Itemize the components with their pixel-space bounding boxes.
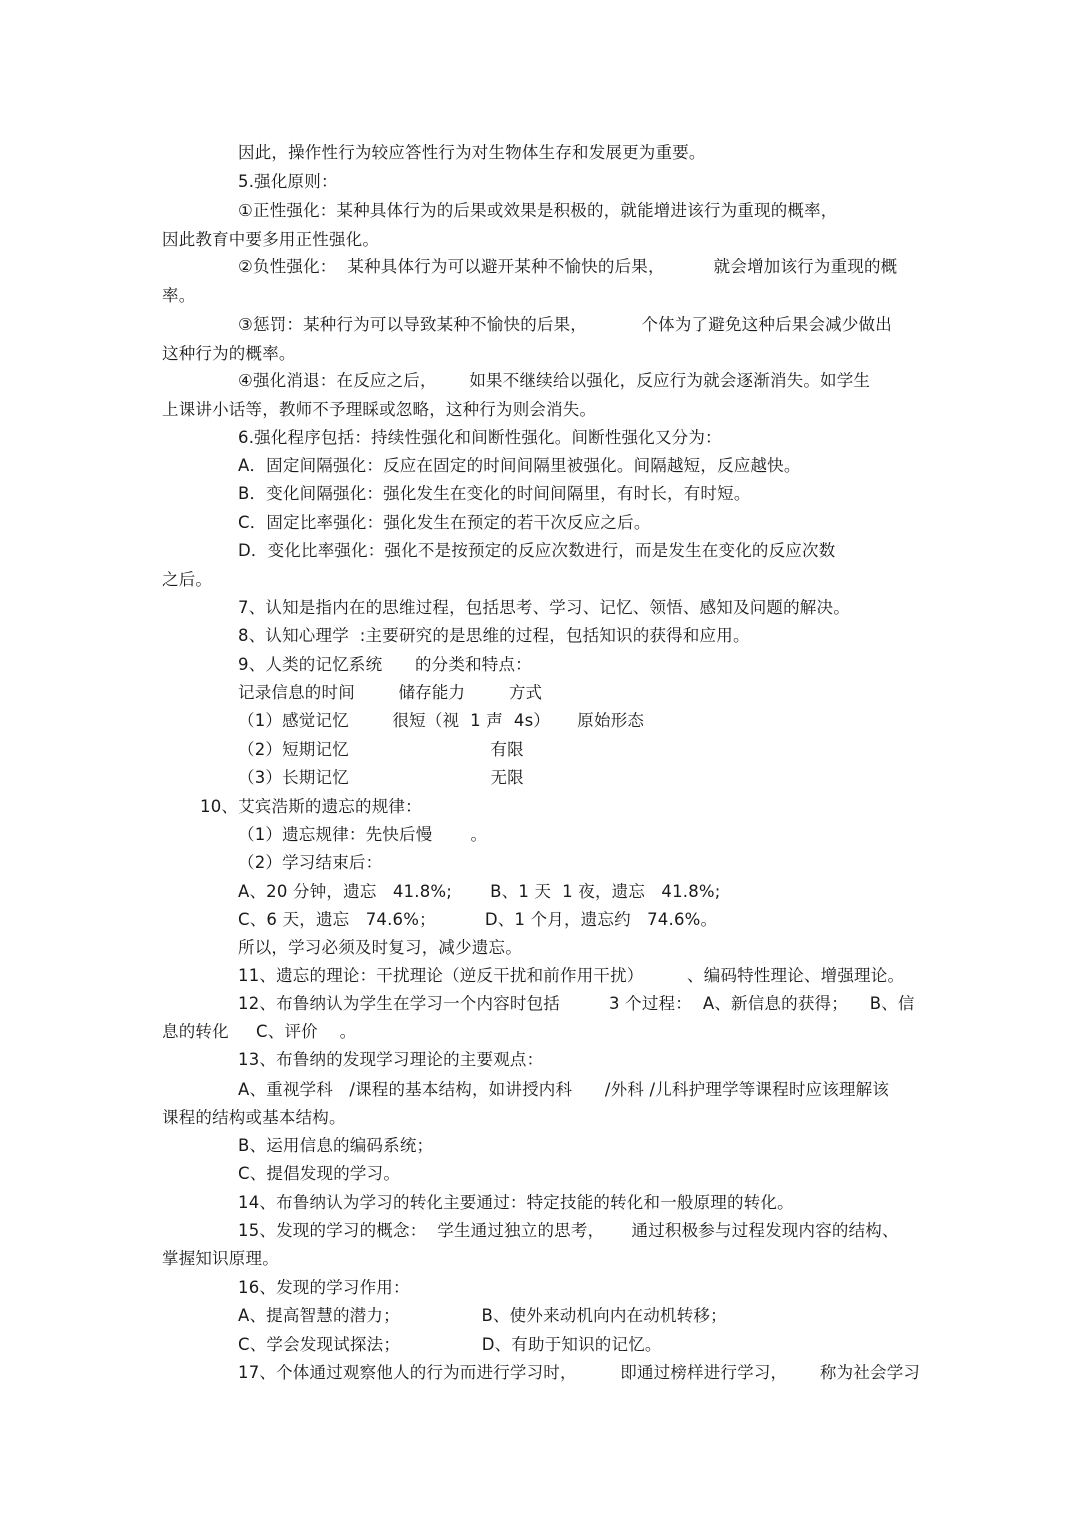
text-line: 因此，操作性行为较应答性行为对生物体生存和发展更为重要。	[238, 143, 706, 162]
text-line: 9、人类的记忆系统 的分类和特点：	[238, 655, 532, 674]
text-line: 5.强化原则：	[238, 172, 338, 191]
text-line: D．变化比率强化：强化不是按预定的反应次数进行，而是发生在变化的反应次数	[238, 541, 836, 560]
text-line: （1）感觉记忆 很短（视 1 声 4s） 原始形态	[238, 711, 645, 730]
text-line: （2）学习结束后：	[238, 853, 383, 872]
text-line: 16、发现的学习作用：	[238, 1278, 410, 1297]
text-line: A、20 分钟，遗忘 41.8%; B、1 天 1 夜，遗忘 41.8%;	[238, 882, 721, 901]
text-line: 这种行为的概率。	[162, 344, 296, 363]
text-line: 13、布鲁纳的发现学习理论的主要观点：	[238, 1050, 544, 1069]
text-line: 12、布鲁纳认为学生在学习一个内容时包括 3 个过程： A、新信息的获得； B、信	[238, 994, 915, 1013]
text-line: （3）长期记忆 无限	[238, 768, 524, 787]
text-line: 8、认知心理学 :主要研究的是思维的过程，包括知识的获得和应用。	[238, 626, 750, 645]
text-line: A、重视学科 /课程的基本结构，如讲授内科 /外科 /儿科护理学等课程时应该理解该	[238, 1080, 890, 1099]
text-line: 率。	[162, 286, 196, 305]
text-line: B、运用信息的编码系统；	[238, 1136, 434, 1155]
text-line: A、提高智慧的潜力； B、使外来动机向内在动机转移；	[238, 1306, 727, 1325]
text-line: 14、布鲁纳认为学习的转化主要通过：特定技能的转化和一般原理的转化。	[238, 1193, 794, 1212]
text-line: C、学会发现试探法； D、有助于知识的记忆。	[238, 1335, 662, 1354]
text-line: 课程的结构或基本结构。	[162, 1108, 346, 1127]
text-line: 17、个体通过观察他人的行为而进行学习时， 即通过榜样进行学习， 称为社会学习	[238, 1363, 921, 1382]
text-line: 息的转化 C、评价 。	[162, 1022, 357, 1041]
text-line: 7、认知是指内在的思维过程，包括思考、学习、记忆、领悟、感知及问题的解决。	[238, 598, 850, 617]
text-line: 之后。	[162, 570, 213, 589]
text-line: C．固定比率强化：强化发生在预定的若干次反应之后。	[238, 513, 651, 532]
text-line: 10、艾宾浩斯的遗忘的规律：	[200, 797, 422, 816]
text-line: ①正性强化：某种具体行为的后果或效果是积极的，就能增进该行为重现的概率，	[238, 201, 838, 220]
text-line: 记录信息的时间 储存能力 方式	[238, 683, 543, 702]
text-line: A．固定间隔强化：反应在固定的时间间隔里被强化。间隔越短，反应越快。	[238, 456, 801, 475]
text-line: 6.强化程序包括：持续性强化和间断性强化。间断性强化又分为：	[238, 428, 722, 447]
text-line: ②负性强化： 某种具体行为可以避开某种不愉快的后果， 就会增加该行为重现的概	[238, 257, 898, 276]
text-line: C、提倡发现的学习。	[238, 1164, 401, 1183]
text-line: B．变化间隔强化：强化发生在变化的时间间隔里，有时长，有时短。	[238, 484, 751, 503]
text-line: 11、遗忘的理论：干扰理论（逆反干扰和前作用干扰） 、编码特性理论、增强理论。	[238, 966, 905, 985]
text-line: ③惩罚：某种行为可以导致某种不愉快的后果， 个体为了避免这种后果会减少做出	[238, 315, 892, 334]
text-line: 上课讲小话等，教师不予理睬或忽略，这种行为则会消失。	[162, 400, 597, 419]
text-line: 掌握知识原理。	[162, 1249, 279, 1268]
text-line: 15、发现的学习的概念： 学生通过独立的思考， 通过积极参与过程发现内容的结构、	[238, 1221, 899, 1240]
text-line: （1）遗忘规律：先快后慢 。	[238, 825, 488, 844]
text-line: ④强化消退：在反应之后， 如果不继续给以强化，反应行为就会逐渐消失。如学生	[238, 371, 871, 390]
text-line: 因此教育中要多用正性强化。	[162, 230, 380, 249]
text-line: 所以，学习必须及时复习，减少遗忘。	[238, 938, 522, 957]
text-line: C、6 天，遗忘 74.6%； D、1 个月，遗忘约 74.6%。	[238, 910, 718, 929]
text-line: （2）短期记忆 有限	[238, 740, 524, 759]
